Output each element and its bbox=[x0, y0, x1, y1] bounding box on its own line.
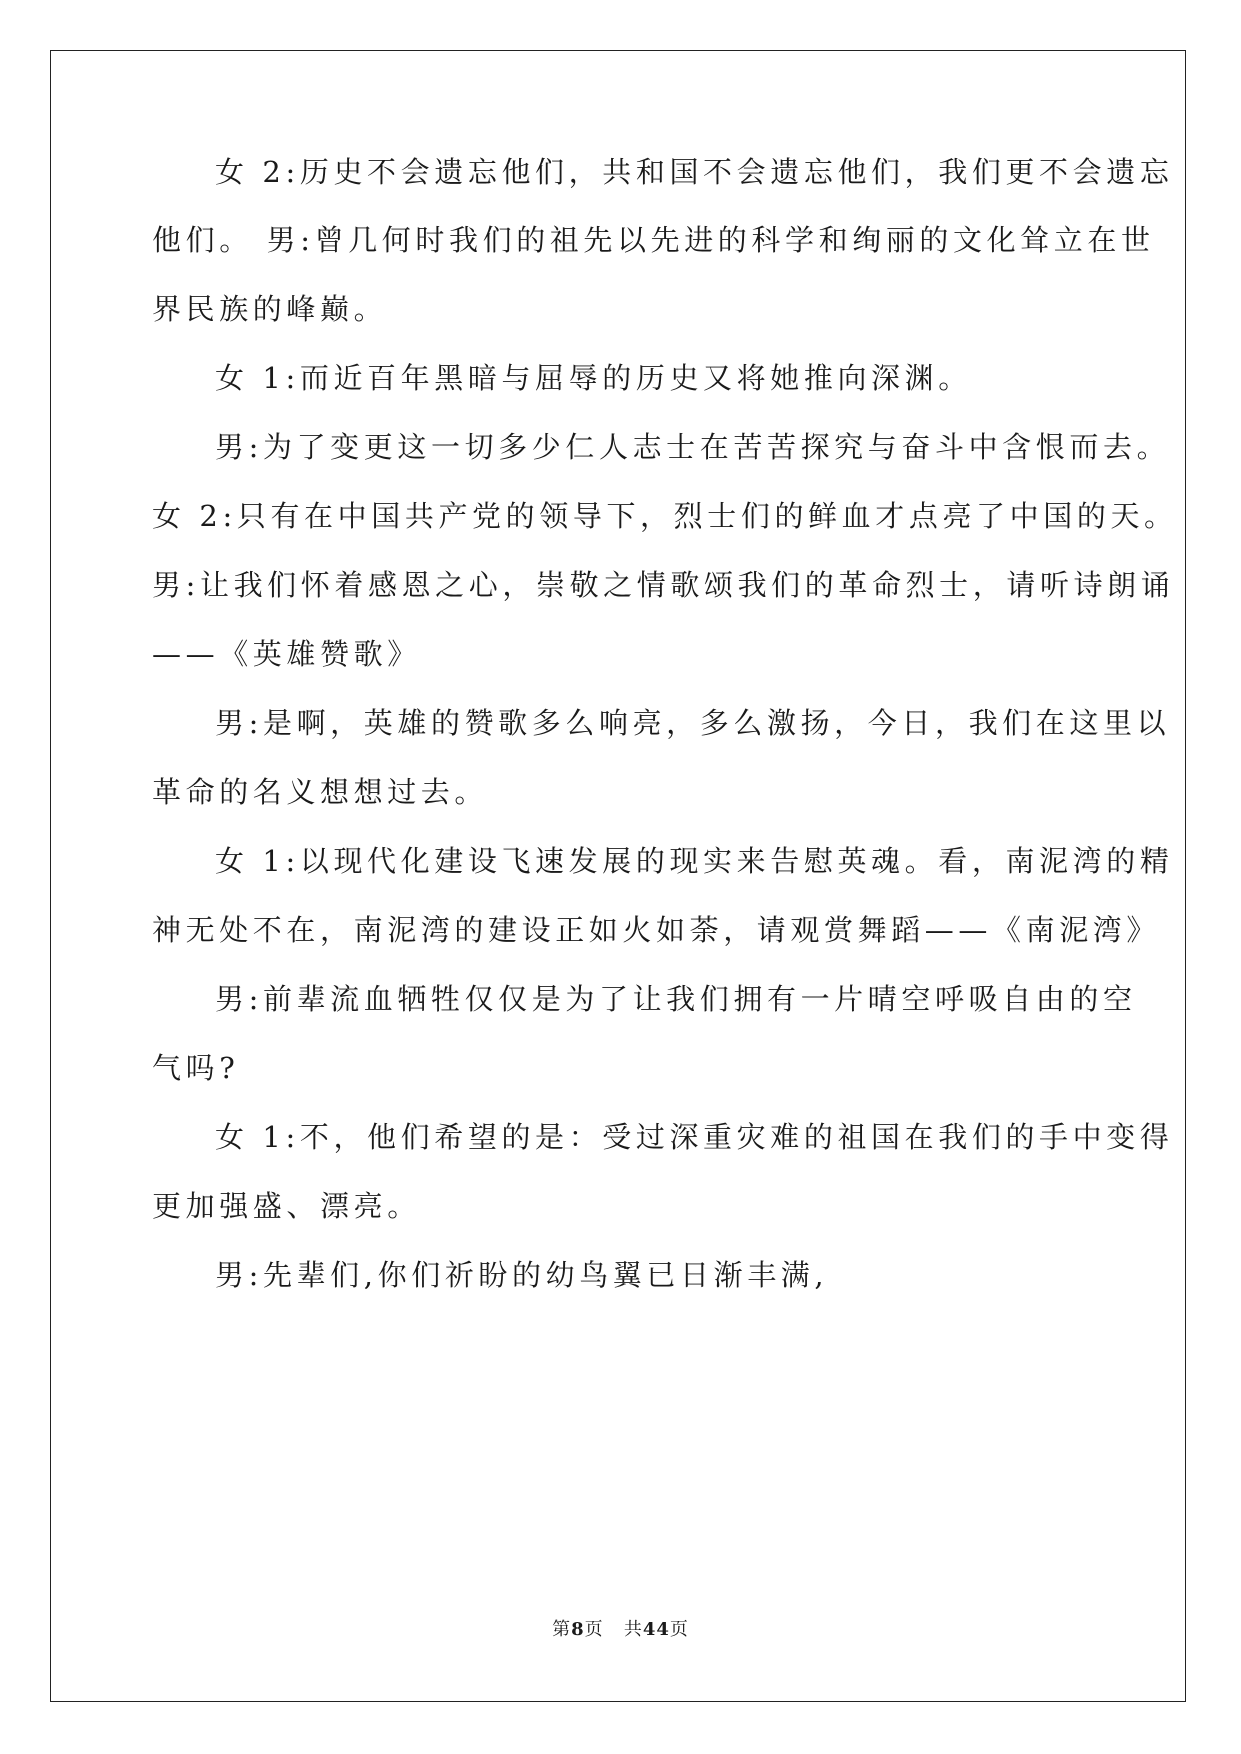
total-page-count: 44 bbox=[642, 1619, 670, 1640]
text-line: 女 1:以现代化建设飞速发展的现实来告慰英魂。看，南泥湾的精 bbox=[215, 844, 1174, 878]
text-line: 男:前辈流血牺牲仅仅是为了让我们拥有一片晴空呼吸自由的空 bbox=[215, 982, 1137, 1016]
text-line: 男:让我们怀着感恩之心，崇敬之情歌颂我们的革命烈士，请听诗朗诵 bbox=[152, 568, 1175, 602]
text-line: 女 2:历史不会遗忘他们，共和国不会遗忘他们，我们更不会遗忘 bbox=[215, 155, 1174, 189]
footer-total-prefix: 共 bbox=[623, 1619, 643, 1640]
text-line: 男:先辈们,你们祈盼的幼鸟翼已日渐丰满, bbox=[215, 1258, 829, 1292]
footer-page-suffix: 页 bbox=[584, 1619, 604, 1640]
text-line: 女 1:不，他们希望的是：受过深重灾难的祖国在我们的手中变得 bbox=[215, 1120, 1174, 1154]
text-line: 女 2:只有在中国共产党的领导下，烈士们的鲜血才点亮了中国的天。 bbox=[152, 499, 1178, 533]
footer-total-suffix: 页 bbox=[669, 1619, 689, 1640]
text-line: 革命的名义想想过去。 bbox=[152, 775, 489, 809]
footer-prefix: 第 bbox=[552, 1619, 572, 1640]
text-line: ——《英雄赞歌》 bbox=[152, 637, 421, 671]
page-footer bbox=[0, 1618, 1241, 1642]
text-line: 界民族的峰巅。 bbox=[152, 292, 388, 326]
text-line: 气吗? bbox=[152, 1051, 240, 1085]
current-page-number: 8 bbox=[571, 1619, 585, 1640]
text-line: 神无处不在，南泥湾的建设正如火如荼，请观赏舞蹈——《南泥湾》 bbox=[152, 913, 1161, 947]
text-line: 男:为了变更这一切多少仁人志士在苦苦探究与奋斗中含恨而去。 bbox=[215, 430, 1171, 464]
text-line: 男:是啊，英雄的赞歌多么响亮，多么激扬，今日，我们在这里以 bbox=[215, 706, 1171, 740]
text-line: 更加强盛、漂亮。 bbox=[152, 1189, 421, 1223]
text-line: 女 1:而近百年黑暗与屈辱的历史又将她推向深渊。 bbox=[215, 361, 972, 395]
text-line: 他们。 男:曾几何时我们的祖先以先进的科学和绚丽的文化耸立在世 bbox=[152, 223, 1155, 257]
